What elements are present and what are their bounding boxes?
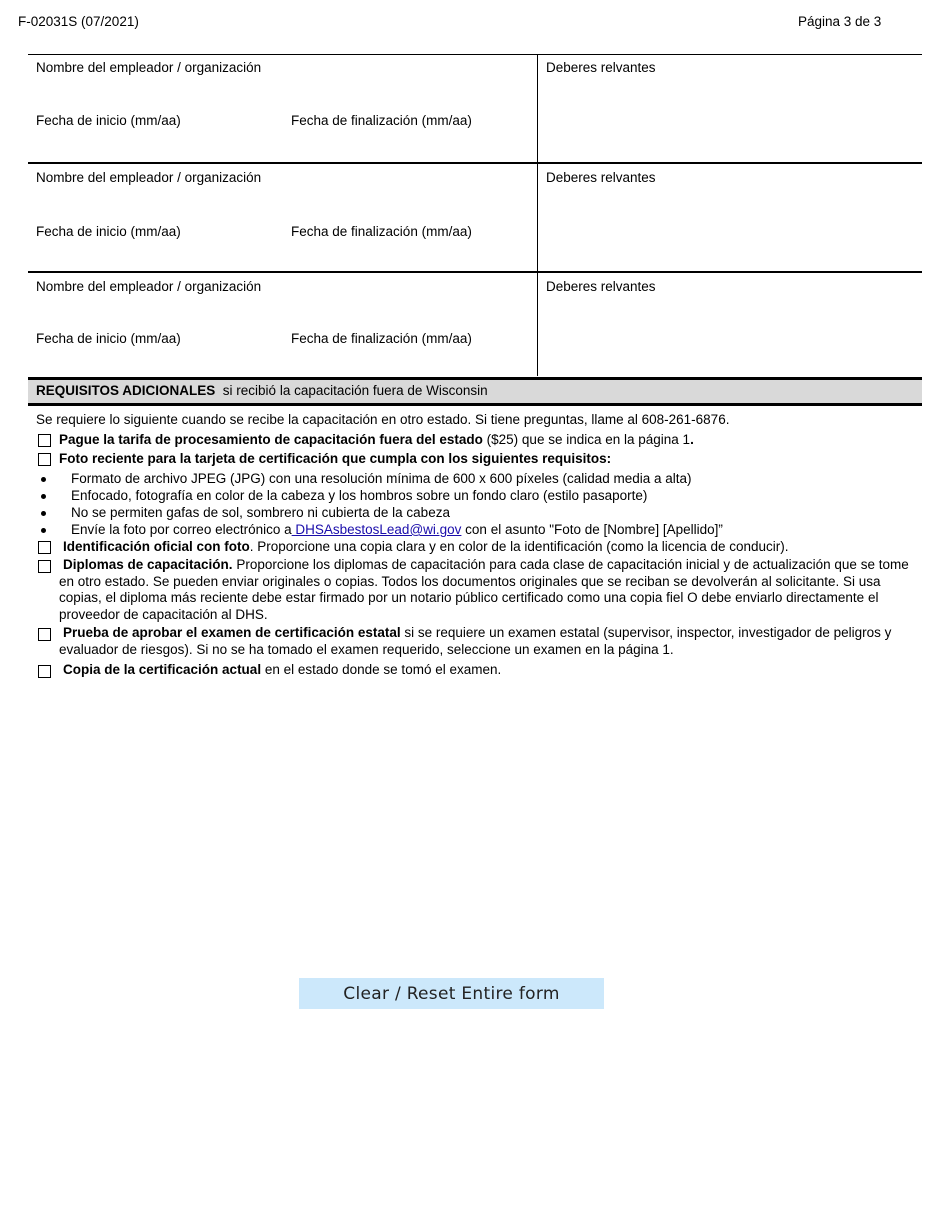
diplomas-checkbox[interactable] xyxy=(38,560,51,573)
certification-item-bold: Copia de la certificación actual xyxy=(63,662,262,677)
form-id: F-02031S (07/2021) xyxy=(18,14,139,29)
certification-item-text: en el estado donde se tomó el examen. xyxy=(261,662,502,677)
table-top-border xyxy=(28,54,922,55)
end-date-label: Fecha de finalización (mm/aa) xyxy=(291,331,472,346)
duties-label: Deberes relvantes xyxy=(546,60,656,75)
email-text-before: Envíe la foto por correo electrónico a xyxy=(71,522,292,537)
email-link[interactable]: DHSAsbestosLead@wi.gov xyxy=(291,522,462,537)
bullet-icon xyxy=(41,477,46,482)
id-item-bold: Identificación oficial con foto xyxy=(63,539,250,554)
section-title: REQUISITOS ADICIONALES xyxy=(36,383,216,398)
email-text-after: con el asunto "Foto de [Nombre] [Apellido]” xyxy=(461,522,723,537)
start-date-label: Fecha de inicio (mm/aa) xyxy=(36,331,181,346)
section-subtitle: si recibió la capacitación fuera de Wisconsin xyxy=(222,383,488,398)
fee-item-text: ($25) que se indica en la página 1 xyxy=(482,432,691,447)
row-divider xyxy=(28,162,922,164)
employer-label: Nombre del empleador / organización xyxy=(36,279,262,294)
bullet-icon xyxy=(41,494,46,499)
fee-item-end: . xyxy=(690,432,694,447)
bullet-icon xyxy=(41,511,46,516)
id-item-text: . Proporcione una copia clara y en color de la identificación (como la licencia de conducir). xyxy=(249,539,789,554)
start-date-label: Fecha de inicio (mm/aa) xyxy=(36,224,181,239)
diplomas-item-bold: Diplomas de capacitación. xyxy=(63,557,233,572)
bullet-icon xyxy=(41,528,46,533)
duties-label: Deberes relvantes xyxy=(546,170,656,185)
start-date-label: Fecha de inicio (mm/aa) xyxy=(36,113,181,128)
fee-item xyxy=(59,432,919,449)
employer-label: Nombre del empleador / organización xyxy=(36,170,262,185)
photo-requirement: Enfocado, fotografía en color de la cabeza y los hombros sobre un fondo claro (estilo pasaporte) xyxy=(71,488,648,503)
diplomas-item-text: Proporcione los diplomas de capacitación para cada clase de capacitación inicial y de actualización que se tome en otro estado. Se pueden enviar originales o copias. Todos los documentos originales que se reciban se devolverán al solicitante. Si usa copias, el diploma más reciente debe estar firmado por un notario público certificado como una copia fiel O debe enviarlo directamente el proveedor de capacitación al DHS. xyxy=(59,557,909,622)
photo-item xyxy=(59,451,919,468)
exam-item-text: si se requiere un examen estatal (supervisor, inspector, investigador de peligros y evaluador de riesgos). Si no se ha tomado el examen requerido, seleccione un examen en la página 1. xyxy=(59,625,892,657)
id-checkbox[interactable] xyxy=(38,541,51,554)
column-divider xyxy=(537,54,538,376)
row-divider xyxy=(28,271,922,273)
exam-item-bold: Prueba de aprobar el examen de certificación estatal xyxy=(63,625,401,640)
id-item xyxy=(63,539,923,556)
clear-reset-form-button[interactable]: Clear / Reset Entire form xyxy=(299,978,604,1009)
page-number: Página 3 de 3 xyxy=(798,14,882,29)
end-date-label: Fecha de finalización (mm/aa) xyxy=(291,224,472,239)
fee-item-bold: Pague la tarifa de procesamiento de capacitación fuera del estado xyxy=(59,432,483,447)
email-requirement xyxy=(71,522,723,537)
certification-item xyxy=(63,662,923,679)
photo-requirement: Formato de archivo JPEG (JPG) con una resolución mínima de 600 x 600 píxeles (calidad media a alta) xyxy=(71,471,692,486)
employer-label: Nombre del empleador / organización xyxy=(36,60,262,75)
duties-label: Deberes relvantes xyxy=(546,279,656,294)
photo-requirement: No se permiten gafas de sol, sombrero ni cubierta de la cabeza xyxy=(71,505,450,520)
photo-checkbox[interactable] xyxy=(38,453,51,466)
certification-checkbox[interactable] xyxy=(38,665,51,678)
end-date-label: Fecha de finalización (mm/aa) xyxy=(291,113,472,128)
photo-item-bold: Foto reciente para la tarjeta de certificación que cumpla con los siguientes requisitos: xyxy=(59,451,612,466)
exam-item xyxy=(59,625,919,658)
requirements-intro: Se requiere lo siguiente cuando se recibe la capacitación en otro estado. Si tiene preguntas, llame al 608-261-6876. xyxy=(36,412,730,427)
exam-checkbox[interactable] xyxy=(38,628,51,641)
fee-checkbox[interactable] xyxy=(38,434,51,447)
diplomas-item xyxy=(59,557,919,623)
section-header xyxy=(36,383,488,398)
